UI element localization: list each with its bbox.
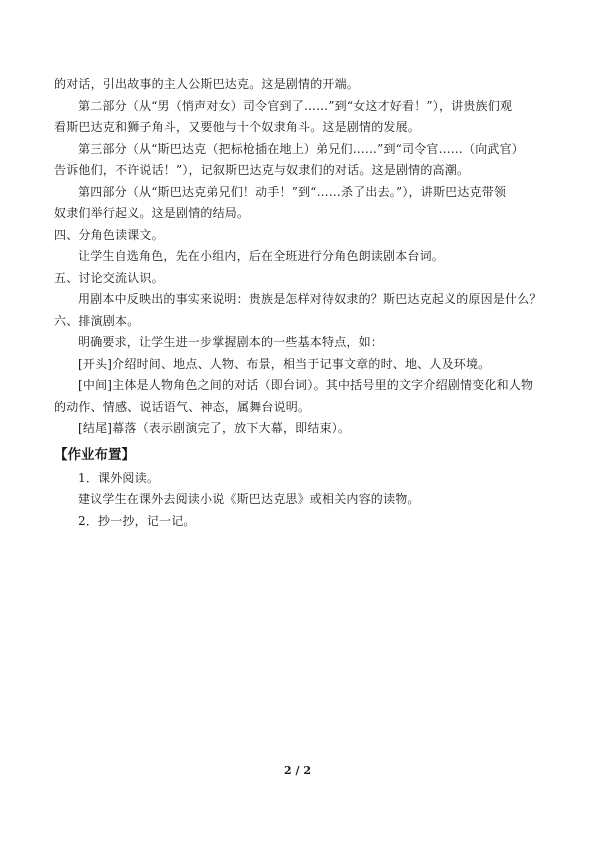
text-line: 的对话，引出故事的主人公斯巴达克。这是剧情的开端。 — [54, 77, 360, 91]
document-body — [54, 74, 544, 532]
text-line: [开头]介绍时间、地点、人物、布景，相当于记事文章的时、地、人及环境。 — [78, 356, 491, 371]
text-line: 第四部分（从“斯巴达克弟兄们！动手！”到“……杀了出去。”），讲斯巴达克带领 — [78, 184, 507, 199]
homework-item: 1．课外阅读。 — [78, 470, 160, 485]
section-heading: 四、分角色读课文。 — [54, 227, 164, 242]
section-heading: 五、讨论交流认识。 — [54, 270, 164, 285]
text-line: 奴隶们举行起义。这是剧情的结局。 — [54, 206, 250, 220]
text-line: 明确要求，让学生进一步掌握剧本的一些基本特点，如： — [78, 335, 384, 349]
text-line: 告诉他们，不许说话！”），记叙斯巴达克与奴隶们的对话。这是剧情的高潮。 — [54, 163, 470, 177]
text-line: 第三部分（从“斯巴达克（把标枪插在地上）弟兄们……”到“司令官……（向武官） — [78, 141, 525, 156]
homework-item: 2．抄一抄，记一记。 — [78, 513, 196, 528]
homework-heading: 【作业布置】 — [54, 446, 135, 463]
page-number: 2 / 2 — [284, 764, 311, 777]
text-line: [结尾]幕落（表示剧演完了，放下大幕，即结束）。 — [78, 421, 351, 435]
text-line: 看斯巴达克和狮子角斗，又要他与十个奴隶角斗。这是剧情的发展。 — [54, 120, 421, 134]
section-heading: 六、排演剧本。 — [54, 313, 140, 328]
text-line: 第二部分（从“男（悄声对女）司令官到了……”到“女这才好看！”），讲贵族们观 — [78, 98, 513, 113]
homework-item: 建议学生在课外去阅读小说《斯巴达克思》或相关内容的读物。 — [78, 492, 420, 506]
text-line: 的动作、情感、说话语气、神态，属舞台说明。 — [54, 399, 311, 414]
text-line: [中间]主体是人物角色之间的对话（即台词）。其中括号里的文字介绍剧情变化和人物 — [78, 378, 534, 392]
text-line: 用剧本中反映出的事实来说明：贵族是怎样对待奴隶的？斯巴达克起义的原因是什么？ — [78, 292, 542, 306]
text-line: 让学生自选角色，先在小组内，后在全班进行分角色朗读剧本台词。 — [78, 249, 445, 263]
